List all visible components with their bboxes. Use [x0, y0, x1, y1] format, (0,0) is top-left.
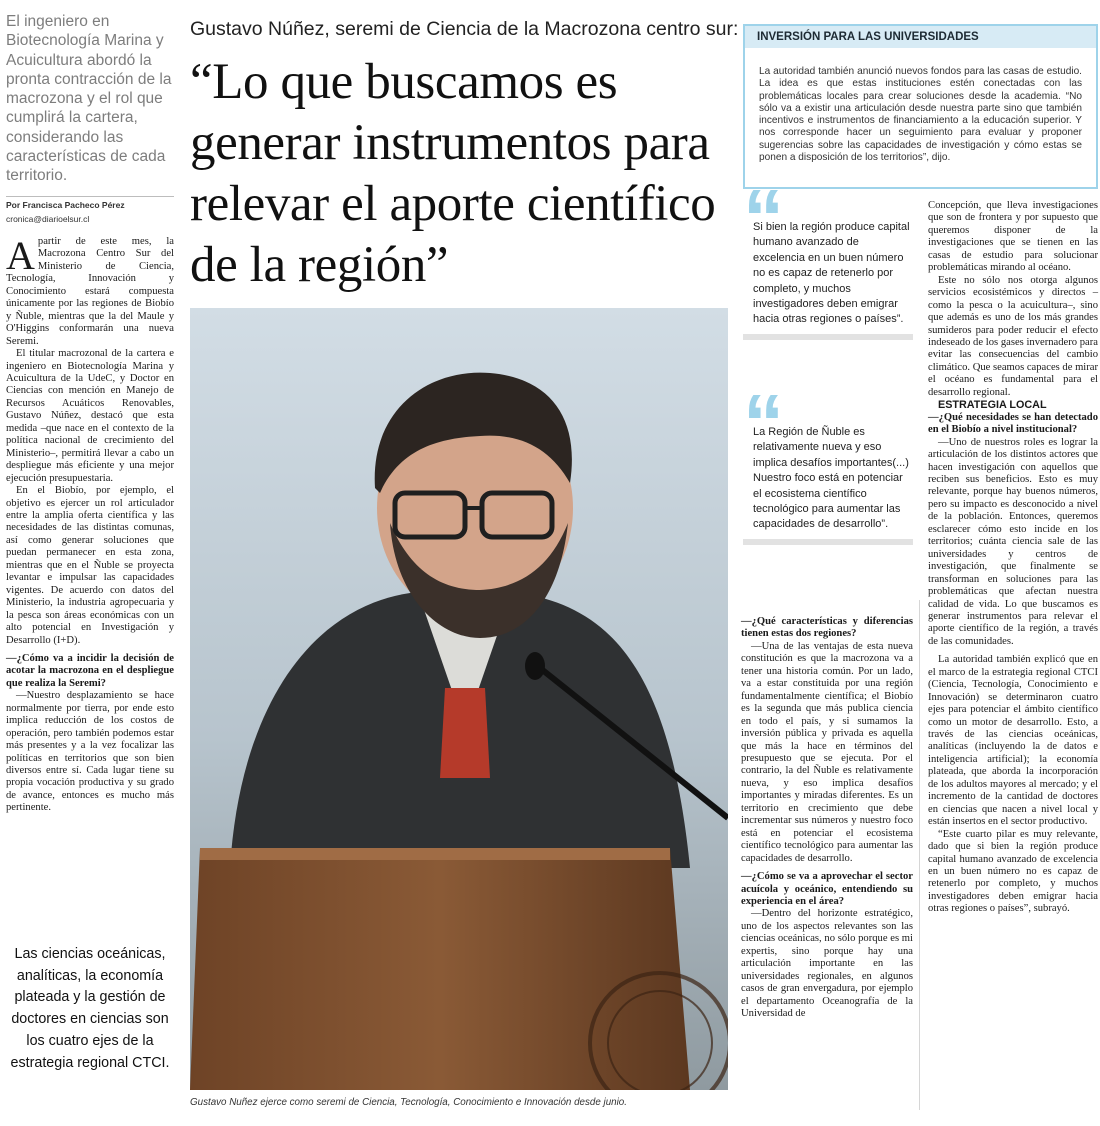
pull-quote — [743, 378, 913, 545]
paragraph: partir de este mes, la Macrozona Centro Sur del Ministerio de Ciencia, Tecnología, Innovación y Conocimiento estará compuesta únicamente por las regiones de Biobío y Ñuble, mientras que la del Maule y O'Higgins conformarán una nueva Seremi. — [6, 236, 174, 347]
paragraph: Concepción, que lleva investigaciones que son de frontera y por supuesto que queremos disponer de la investigaciones que se tienen en las casas de estudio para solucionar problemáticas mirando al océano. — [928, 200, 1098, 274]
interview-question: —¿Cómo se va a aprovechar el sector acuícola y oceánico, entendiendo su experiencia en el área? — [741, 871, 913, 907]
interview-question: —¿Qué necesidades se han detectado en el Biobío a nivel institucional? — [928, 411, 1098, 436]
speaker-illustration — [190, 308, 728, 1090]
headline-kicker: Gustavo Núñez, seremi de Ciencia de la Macrozona centro sur: — [190, 18, 739, 40]
author-email: cronica@diarioelsur.cl — [6, 214, 90, 224]
sidebar-title: INVERSIÓN PARA LAS UNIVERSIDADES — [745, 26, 1096, 48]
interview-question: —¿Qué características y diferencias tienen estas dos regiones? — [741, 616, 913, 640]
callout-box: Las ciencias oceánicas, analíticas, la economía plateada y la gestión de doctores en ciencias son los cuatro ejes de la estrategia regional CTCI. — [10, 946, 170, 1071]
column-divider — [919, 600, 920, 1110]
sidebar-body: La autoridad también anunció nuevos fondos para las casas de estudio. La idea es que estas instituciones estén conectadas con las problemáticas locales para crear soluciones desde la academia. “No sólo va a existir una articulación desde nuestra parte sino que también incentivos e instrumentos de financiamiento a la educación superior. Y nos corresponde hacer un seguimiento para evaluar y proponer sugerencias sobre las capacidades de investigación y cómo estas se ponen a disposición de los territorios”, dijo. — [759, 66, 1082, 164]
byline — [6, 196, 174, 224]
interview-answer: —Dentro del horizonte estratégico, uno de los aspectos relevantes son las ciencias oceánicas, no sólo porque es mi expertis, sino porque hay una articulación importante en las universidades regionales, en algunos casos de gran envergadura, por ejemplo el departamento Oceanografía de la Universidad de — [741, 908, 913, 1020]
interview-answer: —Uno de nuestros roles es lograr la articulación de los distintos actores que hacen investigación con aquellos que reciben sus beneficios. Esto es muy relevante, porque hay buenos números, pero su impacto es desconocido a nivel de la población. Entonces, queremos esclarecer cómo esto incide en los territorios; cuánta ciencia sale de las universidades y centros de investigación, que finalmente se transforman en soluciones para las problemáticas que afectan nuestra calidad de vida. Lo que buscamos es generar instrumentos para relevar el aporte científico de la región, a través de las comunidades. — [928, 436, 1098, 647]
photo-caption: Gustavo Nuñez ejerce como seremi de Ciencia, Tecnología, Conocimiento e Innovación desde junio. — [190, 1097, 627, 1108]
paragraph: La autoridad también explicó que en el marco de la estrategia regional CTCI (Ciencia, Tecnología, Conocimiento e Innovación) se determinaron cuatro ejes para potenciar el ámbito científico como un motor de desarrollo. Esto, a través de las ciencias oceánicas, analíticas (incluyendo la de datos e inteligencia artificial); la economía plateada, que aborda la incorporación de los adultos mayores al mercado; y el incremento de la cantidad de doctores en ciencias que nacen a nivel local y están insertos en el sector productivo. — [928, 654, 1098, 828]
drop-cap: A — [6, 233, 35, 278]
pull-quote-text: La Región de Ñuble es relativamente nueva y eso implica desafíos importantes(...) Nuestro foco está en potenciar el ecosistema científico tecnológico para aumentar las capacidades de desarrollo”. — [753, 426, 909, 531]
body-column-1 — [6, 233, 174, 815]
author-name: Por Francisca Pacheco Pérez — [6, 200, 125, 210]
pull-quote-text: Si bien la región produce capital humano avanzado de excelencia en un buen número no es capaz de retenerlo por completo, y muchos investigadores deben emigrar hacia otras regiones o países”. — [753, 221, 910, 326]
quote-mark-icon: “ — [743, 173, 784, 264]
body-column-3 — [741, 616, 913, 1021]
interview-answer: —Nuestro desplazamiento se hace normalmente por tierra, por ende esto implica reducción de los costos de operación, pero también podemos estar más presentes y a la vez focalizar las políticas en territorios que son bien diversos entre sí. Cada lugar tiene su propia vocación productiva y su grado de avance, entonces es mucho más pertinente. — [6, 690, 174, 814]
article-photo — [190, 308, 728, 1090]
body-column-4 — [928, 200, 1098, 916]
paragraph: Este no sólo nos otorga algunos servicios ecosistémicos y directos –como la pesca o la acuicultura–, sino que además es uno de los más grandes sumideros para poder reducir el efecto indeseado de los gases invernadero para evitar las consecuencias del cambio climático. Que seamos capaces de mirar el océano es fundamental para el desarrollo regional. — [928, 274, 1099, 398]
interview-answer: —Una de las ventajas de esta nueva constitución es que la macrozona va a tener una historia común. Por un lado, va a estar constituida por una región fundamentalmente científica; el Biobío es la segunda que más publica ciencia en todo el país, y si sumamos la inversión pública y privada es aquella que más la hace en términos del presupuesto que se ejecuta. Por el contrario, la del Ñuble es relativamente nueva, y eso implica desafíos importantes y miradas diferentes. Es un territorio en crecimiento que debe incrementar sus números y nuestro foco está en potenciar el ecosistema científico tecnológico para aumentar las capacidades de desarrollo. — [741, 640, 913, 864]
headline: “Lo que buscamos es generar instrumentos para relevar el aporte científico de la región” — [190, 54, 716, 293]
paragraph: En el Biobío, por ejemplo, el objetivo es ejercer un rol articulador entre la amplia oferta científica y las necesidades de las distintas comunas, así como generar soluciones que puedan permanecer en esta zona, mientras que en el Ñuble se proyecta levantar e impulsar las capacidades vigentes. De acuerdo con datos del Ministerio, la industria agropecuaria y la pesca son áreas económicas con un alto potencial en Investigación y Desarrollo (I+D). — [6, 485, 174, 646]
paragraph: “Este cuarto pilar es muy relevante, dado que si bien la región produce capital humano avanzado de excelencia en un buen número no es capaz de retenerlo por completo, y muchos investigadores deben emigrar hacia otras regiones o países”, subrayó. — [928, 828, 1098, 915]
sidebar-box — [743, 24, 1098, 189]
article-lead: El ingeniero en Biotecnología Marina y Acuicultura abordó la pronta contracción de la macrozona y el rol que cumplirá la cartera, considerando las características de cada territorio. — [6, 13, 172, 185]
interview-question: —¿Cómo va a incidir la decisión de acotar la macrozona en el despliegue que realiza la Seremi? — [6, 652, 174, 689]
section-subhead: ESTRATEGIA LOCAL — [938, 399, 1047, 412]
pull-quote — [743, 173, 913, 340]
paragraph: El titular macrozonal de la cartera e ingeniero en Biotecnología Marina y Acuicultura de la UdeC, y Doctor en Ciencias con mención en Manejo de Recursos Acuáticos Renovables, Gustavo Núñez, destacó que esta medida –que nace en el contexto de la política nacional de crecimiento del Ministerio–, permitirá llevar a cabo un despliegue más eficiente y una mejor ejecución presupuestaria. — [6, 348, 174, 484]
quote-mark-icon: “ — [743, 378, 784, 469]
